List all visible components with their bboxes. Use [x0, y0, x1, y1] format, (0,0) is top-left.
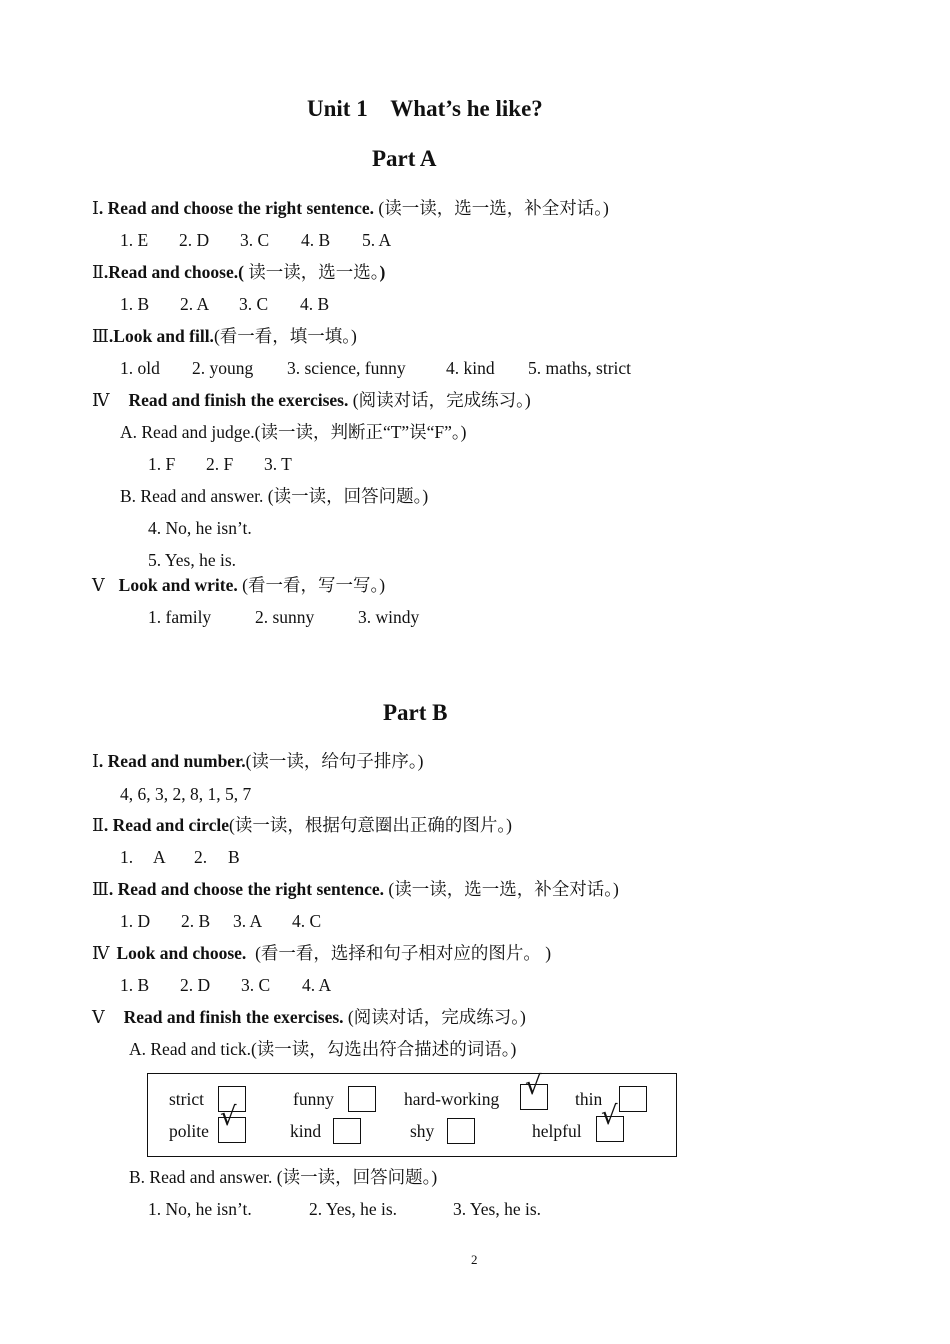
subsection-label: A. Read and tick.(读一读，勾选出符合描述的词语。) — [129, 1039, 517, 1059]
section-close: ) — [379, 262, 386, 282]
answer: 1. B — [120, 294, 150, 314]
section-numeral: Ⅳ — [92, 390, 110, 410]
part-b-heading: Part B — [383, 700, 448, 725]
section-note: (看一看，选择和句子相对应的图片。 ) — [246, 943, 552, 963]
subsection-label: B. Read and answer. (读一读，回答问题。) — [120, 486, 429, 506]
section-title: Read and finish the exercises. — [128, 390, 349, 410]
answer: 1. D — [120, 911, 151, 931]
answer: 1. old — [120, 358, 160, 378]
section-numeral: Ⅱ — [92, 815, 104, 835]
check-mark-icon: √ — [525, 1071, 542, 1101]
word-label: funny — [293, 1089, 334, 1109]
answer: 3. C — [241, 975, 271, 995]
section-note: 读一读，选一选。 — [243, 262, 380, 282]
part-b-section-5 — [92, 1007, 526, 1027]
answer: 2. A — [180, 294, 210, 314]
word-label: helpful — [532, 1121, 582, 1141]
section-note: (读一读，选一选，补全对话。) — [384, 879, 619, 899]
section-note: (阅读对话，完成练习。) — [348, 390, 531, 410]
part-b-section-3 — [92, 879, 619, 899]
part-b-section-4 — [92, 943, 551, 963]
page-number: 2 — [471, 1252, 478, 1267]
section-title: Look and choose. — [116, 943, 247, 963]
answer: B — [228, 847, 240, 867]
answer: 3. C — [239, 294, 269, 314]
section-numeral: Ⅱ — [92, 262, 104, 282]
answer: A — [153, 847, 166, 867]
answer: 4. B — [300, 294, 330, 314]
part-b-section-2 — [92, 815, 512, 835]
answer-number: 2. — [194, 847, 208, 867]
word-label: thin — [575, 1089, 603, 1109]
check-mark-icon: √ — [220, 1102, 237, 1132]
section-numeral: Ⅴ — [92, 575, 105, 595]
section-title: . Read and number. — [98, 751, 246, 771]
section-title: Look and write. — [118, 575, 238, 595]
answer: 3. C — [240, 230, 270, 250]
part-a-heading: Part A — [372, 146, 437, 171]
word-label: kind — [290, 1121, 322, 1141]
answer: 1. No, he isn’t. — [148, 1199, 252, 1219]
answer: 4, 6, 3, 2, 8, 1, 5, 7 — [120, 784, 252, 804]
answer: 1. B — [120, 975, 150, 995]
section-title: Read and finish the exercises. — [123, 1007, 344, 1027]
section-note: (读一读，选一选，补全对话。) — [374, 198, 609, 218]
answer: 4. No, he isn’t. — [148, 518, 252, 538]
answer: 5. Yes, he is. — [148, 550, 237, 570]
answer: 2. young — [192, 358, 254, 378]
part-b-section-1 — [92, 751, 424, 771]
word-label: hard-working — [404, 1089, 500, 1109]
answer: 3. T — [264, 454, 292, 474]
answer: 4. kind — [446, 358, 495, 378]
answer-number: 1. — [120, 847, 134, 867]
section-note: (读一读，根据句意圈出正确的图片。) — [229, 815, 512, 835]
answer: 2. sunny — [255, 607, 315, 627]
section-title: . Read and choose the right sentence. — [108, 879, 385, 899]
answer: 1. F — [148, 454, 176, 474]
section-note: (阅读对话，完成练习。) — [343, 1007, 526, 1027]
part-a-section-4 — [92, 390, 531, 410]
answer: 2. Yes, he is. — [309, 1199, 398, 1219]
answer: 2. B — [181, 911, 211, 931]
word-label: strict — [169, 1089, 204, 1109]
section-numeral: Ⅲ — [92, 326, 109, 346]
kind-checkbox[interactable] — [333, 1118, 361, 1144]
part-a-section-5 — [92, 575, 385, 595]
answer: 5. maths, strict — [528, 358, 632, 378]
section-numeral: Ⅳ — [92, 943, 110, 963]
section-numeral: Ⅰ — [92, 751, 99, 771]
answer: 3. windy — [358, 607, 420, 627]
thin-checkbox[interactable] — [619, 1086, 647, 1112]
answer: 1. E — [120, 230, 149, 250]
section-note: (看一看，填一填。) — [213, 326, 357, 346]
shy-checkbox[interactable] — [447, 1118, 475, 1144]
answer: 4. B — [301, 230, 331, 250]
answer: 3. Yes, he is. — [453, 1199, 542, 1219]
part-a-section-1 — [92, 198, 609, 218]
answer: 3. science, funny — [287, 358, 406, 378]
word-label: shy — [410, 1121, 435, 1141]
part-a-section-3 — [92, 326, 357, 346]
subsection-label: A. Read and judge.(读一读，判断正“T”误“F”。) — [120, 422, 467, 442]
check-mark-icon: √ — [601, 1101, 618, 1131]
section-title: .Look and fill. — [108, 326, 214, 346]
section-title: . Read and choose the right sentence. — [98, 198, 375, 218]
subsection-label: B. Read and answer. (读一读，回答问题。) — [129, 1167, 438, 1187]
answer: 1. family — [148, 607, 212, 627]
answer: 2. D — [179, 230, 210, 250]
section-note: (看一看，写一写。) — [237, 575, 386, 595]
page-title: Unit 1 What’s he like? — [307, 96, 543, 121]
section-numeral: Ⅲ — [92, 879, 109, 899]
section-note: (读一读，给句子排序。) — [245, 751, 424, 771]
answer: 4. A — [302, 975, 332, 995]
answer: 2. D — [180, 975, 211, 995]
word-label: polite — [169, 1121, 209, 1141]
answer: 2. F — [206, 454, 234, 474]
answer: 5. A — [362, 230, 392, 250]
section-numeral: Ⅰ — [92, 198, 99, 218]
funny-checkbox[interactable] — [348, 1086, 376, 1112]
answer: 3. A — [233, 911, 263, 931]
section-numeral: Ⅴ — [92, 1007, 105, 1027]
section-title: .Read and choose.( — [103, 262, 244, 282]
answer: 4. C — [292, 911, 322, 931]
section-title: . Read and circle — [103, 815, 229, 835]
part-a-section-2 — [92, 262, 385, 282]
